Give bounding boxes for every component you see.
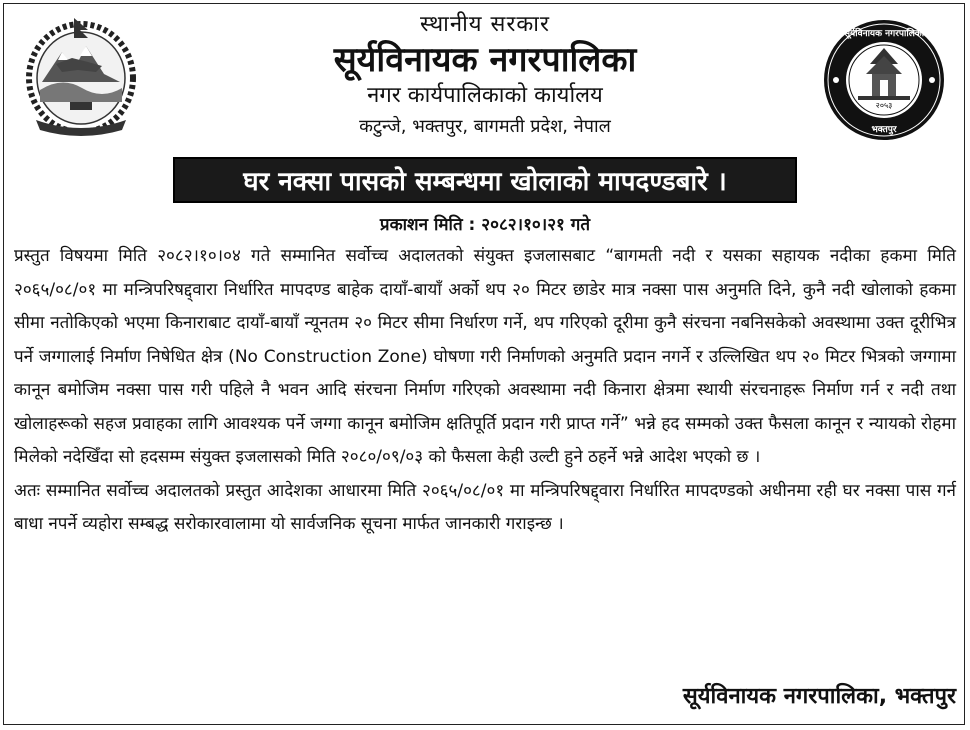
seal-text-bottom: भक्तपुर: [871, 125, 897, 135]
body-paragraph-1: प्रस्तुत विषयमा मिति २०८२।१०।०४ गते सम्मानित सर्वोच्च अदालतको संयुक्त इजलासबाट “बागमती नदी र यसका सहायक नदीका हकमा मिति २०६५/०८/०१ मा मन्त्रिपरिषद्द्वारा निर्धारित मापदण्ड बाहेक दायाँ-बायाँ अर्को थप २० मिटर छाडेर मात्र नक्सा पास अनुमति दिने, कुनै नदी खोलाको हकमा सीमा नतोकिएको भएमा किनाराबाट दायाँ-बायाँ न्यूनतम २० मिटर सीमा निर्धारण गर्ने, थप गरिएको दूरीमा कुनै संरचना नबनिसकेको अवस्थामा उक्त दूरीभित्र पर्ने जग्गालाई निर्माण निषेधित क्षेत्र (No Construction Zone) घोषणा गरी निर्माणको अनुमति प्रदान नगर्ने र उल्लिखित थप २० मिटर भित्रको जग्गामा कानून बमोजिम नक्सा पास गरी पहिले नै भवन आदि संरचना निर्माण गरिएको अवस्थामा नदी किनारा क्षेत्रमा स्थायी संरचनाहरू निर्माण गर्न र नदी तथा खोलाहरूको सहज प्रवाहका लागि आवश्यक पर्ने जग्गा कानून बमोजिम क्षतिपूर्ति प्रदान गरी प्राप्त गर्ने” भन्ने हद सम्मको उक्त फैसला कानून र न्यायको रोहमा मिलेको नदेखिँदा सो हदसम्म संयुक्त इजलासको मिति २०८०/०९/०३ को फैसला केही उल्टी हुने ठहर्ने भन्ने आदेश भएको छ ।: [14, 246, 956, 467]
signature: सूर्यविनायक नगरपालिका, भक्तपुर: [682, 684, 956, 709]
municipality-name: सूर्यविनायक नगरपालिका: [333, 40, 637, 80]
seal-text-top: सूर्यविनायक नगरपालिका: [843, 29, 925, 39]
notice-title: [173, 157, 797, 203]
notice-body: [14, 240, 956, 542]
letterhead: [0, 10, 970, 142]
notice-title-text: घर नक्सा पासको सम्बन्धमा खोलाको मापदण्डबारे ।: [243, 167, 727, 197]
body-paragraph-2: अतः सम्मानित सर्वोच्च अदालतको प्रस्तुत आदेशका आधारमा मिति २०६५/०८/०१ मा मन्त्रिपरिषद्द्वारा निर्धारित मापदण्डको अधीनमा रही घर नक्सा पास गर्न बाधा नपर्ने व्यहोरा सम्बद्ध सरोकारवालामा यो सार्वजनिक सूचना मार्फत जानकारी गराइन्छ ।: [14, 480, 956, 534]
office-name: नगर कार्यपालिकाको कार्यालय: [367, 83, 603, 108]
local-government-label: स्थानीय सरकार: [420, 12, 550, 37]
seal-year: २०५३: [875, 101, 893, 110]
publication-date: प्रकाशन मिति : २०८२।१०।२१ गते: [379, 215, 591, 235]
office-address: कटुन्जे, भक्तपुर, बागमती प्रदेश, नेपाल: [359, 116, 611, 137]
